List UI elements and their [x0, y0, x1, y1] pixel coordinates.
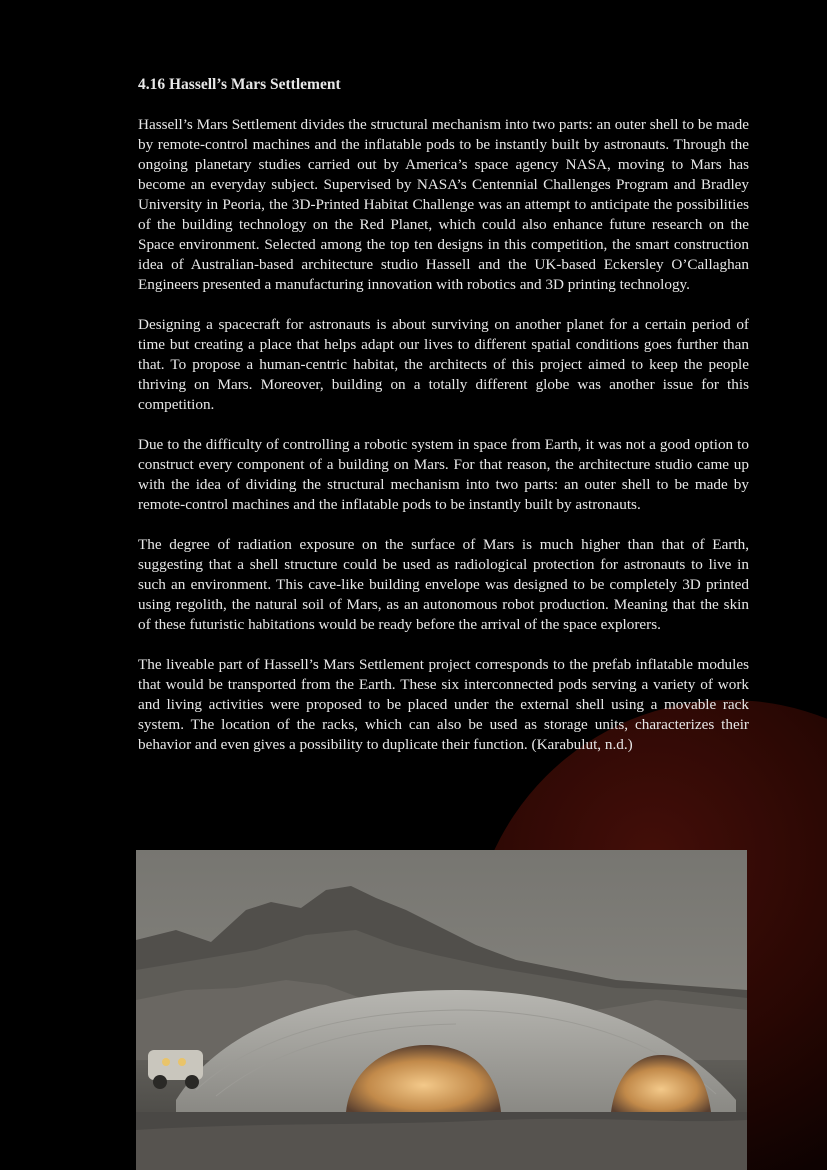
habitat-rendering-image — [136, 850, 747, 1170]
section-heading: 4.16 Hassell’s Mars Settlement — [138, 76, 341, 93]
paragraph-4: The degree of radiation exposure on the surface of Mars is much higher than that of Earth, suggesting that a shell structure could be used as radiological protection for astronauts to live in such an environment. This cave-like building envelope was designed to be completely 3D printed using regolith, the natural soil of Mars, as an autonomous robot production. Meaning that the skin of these futuristic habitations would be ready before the arrival of the space explorers. — [138, 536, 749, 633]
paragraph-2: Designing a spacecraft for astronauts is about surviving on another planet for a certain period of time but creating a place that helps adapt our lives to different spatial conditions goes further than that. To propose a human-centric habitat, the architects of this project aimed to keep the people thriving on Mars. Moreover, building on a totally different globe was another issue for this competition. — [138, 316, 749, 413]
article-body — [138, 74, 749, 775]
paragraph-3: Due to the difficulty of controlling a robotic system in space from Earth, it was not a good option to construct every component of a building on Mars. For that reason, the architecture studio came up with the idea of dividing the structural mechanism into two parts: an outer shell to be made by remote-control machines and the inflatable pods to be instantly built by astronauts. — [138, 436, 749, 513]
paragraph-5: The liveable part of Hassell’s Mars Settlement project corresponds to the prefab inflatable modules that would be transported from the Earth. These six interconnected pods serving a variety of work and living activities were proposed to be placed under the external shell using a movable rack system. The location of the racks, which can also be used as storage units, characterizes their behavior and even gives a possibility to duplicate their function. (Karabulut, n.d.) — [138, 656, 749, 753]
paragraph-1: Hassell’s Mars Settlement divides the structural mechanism into two parts: an outer shell to be made by remote-control machines and the inflatable pods to be instantly built by astronauts. Through the ongoing planetary studies carried out by America’s space agency NASA, moving to Mars has become an everyday subject. Supervised by NASA’s Centennial Challenges Program and Bradley University in Peoria, the 3D-Printed Habitat Challenge was an attempt to anticipate the possibilities of the building technology on the Red Planet, which could also enhance future research on the Space environment. Selected among the top ten designs in this competition, the smart construction idea of Australian-based architecture studio Hassell and the UK-based Eckersley O’Callaghan Engineers presented a manufacturing innovation with robotics and 3D printing technology. — [138, 116, 749, 293]
